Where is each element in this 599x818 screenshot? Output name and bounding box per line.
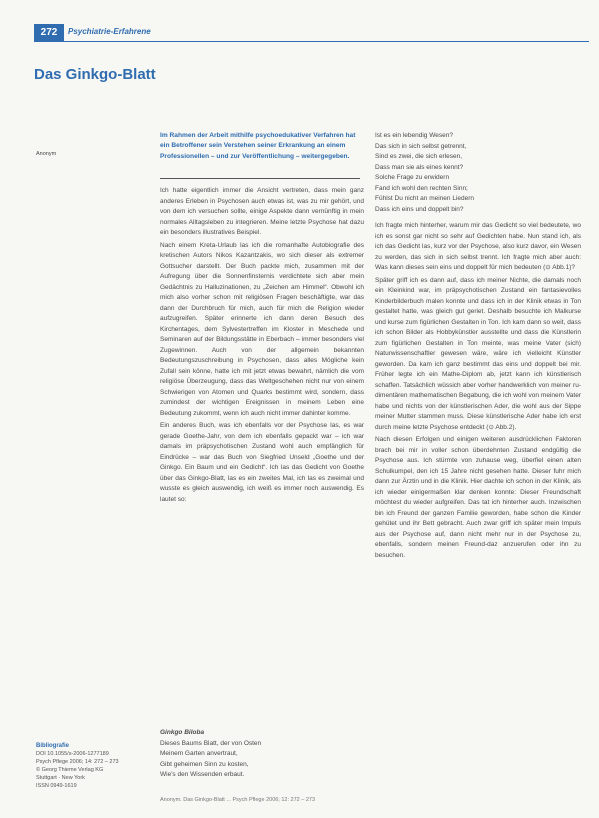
lead-text: Im Rahmen der Arbeit mithilfe psychoedukativer Verfahren hat ein Betroffener sein Verstehen seiner Erkrankung an einem Professionellen – und zur Veröffentlichung – weitergegeben. <box>160 132 356 160</box>
publisher: © Georg Thieme Verlag KG <box>36 767 104 774</box>
poem-line: Meinem Garten anvertraut, <box>160 750 238 757</box>
poem-title: Ginkgo Biloba <box>160 729 205 736</box>
article-title: Das Ginkgo-Blatt <box>34 66 156 83</box>
citation: Psych Pflege 2006; 14: 272 – 273 <box>36 759 119 766</box>
doi[interactable]: DOI 10.1055/s-2006-1277189 <box>36 751 109 758</box>
page-footer: Anonym. Das Ginkgo-Blatt ... Psych Pflege 2006; 12: 272 – 273 <box>160 797 316 803</box>
body-paragraph: Ich hatte eigentlich immer die Ansicht vertreten, dass mein ganz anderes Erleben in Psychosen auch etwas ist, was zu mir gehört, und von dem ich versuchen sollte, einige Aspekte dann vernünftig in mein normales Alltagsleben zu integrieren. Meine letzte Psychose hat dazu ein besonders illustratives Beispiel. <box>160 187 364 236</box>
lead-paragraph <box>160 131 360 162</box>
author-label: Anonym <box>36 151 57 157</box>
running-head: Psychiatrie-Erfahrene <box>68 27 151 36</box>
bibliography <box>36 742 146 791</box>
issn: ISSN 0949-1619 <box>36 783 77 790</box>
poem-line: Ist es ein lebendig Wesen? <box>375 132 453 139</box>
poem-line: Wie's den Wissenden erbaut. <box>160 771 245 778</box>
ginkgo-poem <box>160 728 360 781</box>
poem-line: Fühlst Du nicht an meinen Liedern <box>375 195 475 202</box>
poem-line: Gibt geheimen Sinn zu kosten, <box>160 760 249 768</box>
body-paragraph: Ein anderes Buch, was ich ebenfalls vor der Psychose las, es war gerade Goethe-Jahr, von dem ich ebenfalls gepackt war – ich war damals im präpsychotischen Zustand wohl auch empfänglich für Eindrücke – war das Buch von Siegfried Unseld „Goethe und der Ginkgo. Ein Baum und ein Gedicht“. Ich las das Gedicht von Goethe über das Ginkgo-Blatt, las es ein zweites Mal, ich las es zweimal und wusste es gleich auswendig, ich weiß es immer noch auswendig. Es lautet so: <box>160 422 364 503</box>
left-column <box>160 186 364 507</box>
poem-line: Fand ich wohl den rechten Sinn; <box>375 184 468 192</box>
page-number: 272 <box>34 24 64 41</box>
poem-line: Sind es zwei, die sich erlesen, <box>375 153 463 160</box>
lead-rule <box>160 178 360 179</box>
poem-line: Dass ich eins und doppelt bin? <box>375 205 464 213</box>
bibliography-title: Bibliografie <box>36 743 70 749</box>
body-paragraph: Später griff ich es dann auf, dass ich meiner Nichte, die damals noch ein Kleinkind war, im präpsychotischen Zustand ein fantasievolles Kinderbilderbuch malen konnte und dass ich in der Klinik etwas in Ton gestaltet hatte, was gleich gut geriet. Deshalb besuchte ich Malkurse und kurse zum figürlichen Gestalten in Ton. Ich kam dann so weit, dass ich schon Bilder als Hobbykünstler ausstellte und dass die Künstlerin zum figürlichen Gestalten in Ton meinte, was meine Vater (sich) Naturwissenschaftler gewesen wäre, wäre ich vielleicht Künstler geworden. Da kam ich ganz bestimmt das eins und doppelt bei mir. Früher legte ich ein Mathe-Diplom ab, jetzt kann ich künstlerisch schaffen. Tatsächlich wüssich aber vorher handwerklich von meiner ru-dimentären mathematischen Begabung, die ich wohl von meinem Vater habe und nichts von der künstlerischen Ader, die wohl aus der Sippe meiner Mutter stammen muss. Diese künstlerische Ader habe ich erst durch meine letzte Psychose entdeckt (⊙ Abb.2). <box>375 276 581 431</box>
body-paragraph: Nach einem Kreta-Urlaub las ich die romanhafte Autobiografie des kretischen Autors Nikos Kazantzakis, wo sich dieser als extremer Gottsucher darstellt. Der Buch packte mich, zusammen mit der Aufregung über die Sonnenfinsternis verdichtete sich aber mein Gedächtnis zu Halluzinationen, zu „Zeichen am Himmel“. Obwohl ich mich also vorher schon mit religiösen Fragen beschäftigte, war das dann der Durchbruch für mich, auch für mich die Religion wieder aufzugreifen. Später erinnerte ich dann deren Besuch des Kirchentages, dem Sylvestertreffen im Kloster in Meschede und Seminaren auf der Bildungsstätte in Eberbach – immer besonders viel Zugewinnen. Auch von der allgemein bekannten Bedeutungszuschreibung in Psychosen, dass alles Mögliche kein Zufall sein könne, hatte ich mit jetzt etwas bewahrt, nämlich die vom religiöse Überzeugung, dass das Weltgeschehen nicht nur von einem Schwierigen von Atomen und Quarks bestimmt wird, sondern, dass zumindest der wichtigen Ereignissen in meinem Leben eine Bedeutung zukommt, wenn ich auch nicht immer dahinter komme. <box>160 241 364 417</box>
body-paragraph: Ich fragte mich hinterher, warum mir das Gedicht so viel bedeutete, wo ich es sonst gar nicht so sehr auf Gedichten habe. Nun stand ich, als ich das Gedicht las, kurz vor der Psychose, also kurz davor, ein Wesen zu werden, das sich in sich selbst trennt. Ich fragte mich aber auch: Was kann dieses sein eins und doppelt für mich bedeuten (⊙ Abb.1)? <box>375 222 581 271</box>
poem-continuation <box>375 131 581 215</box>
poem-line: Dieses Baums Blatt, der von Osten <box>160 739 262 747</box>
header-rule <box>34 41 589 42</box>
right-column <box>375 131 581 563</box>
body-paragraph: Nach diesen Erfolgen und einigen weiteren ausdrücklichen Faktoren brach bei mir in voller schon überdehnten Zustand endgültig die Psychose aus. Ich stürmte von zuhause weg, überfiel einen alten Schulkumpel, den ich 15 Jahre nicht gesehen hatte. Dieser fuhr mich dann zur Ärztin und in die Klinik. Hier dachte ich schon in der Klinik, als ich wieder einigermaßen klar denken konnte: Dieser Freundschaft möchtest du wieder aufgreifen. Das tat ich hinterher auch. Inzwischen bin ich Freund der ganzen Familie geworden, habe schon die Kinder gehütet und ihr Bett gebracht. Auch zwar griff ich später mein Impuls aus der Psychose auf, dann nicht mehr nur in der Psychose zu, ebenfalls, sondern meinen Freund-daz anzuerufen oder ihn zu besuchen. <box>375 436 581 559</box>
poem-line: Dass man sie als eines kennt? <box>375 163 464 171</box>
poem-line: Das sich in sich selbst getrennt, <box>375 142 467 150</box>
publisher-location: Stuttgart · New York <box>36 775 85 782</box>
poem-line: Solche Frage zu erwidern <box>375 174 450 181</box>
